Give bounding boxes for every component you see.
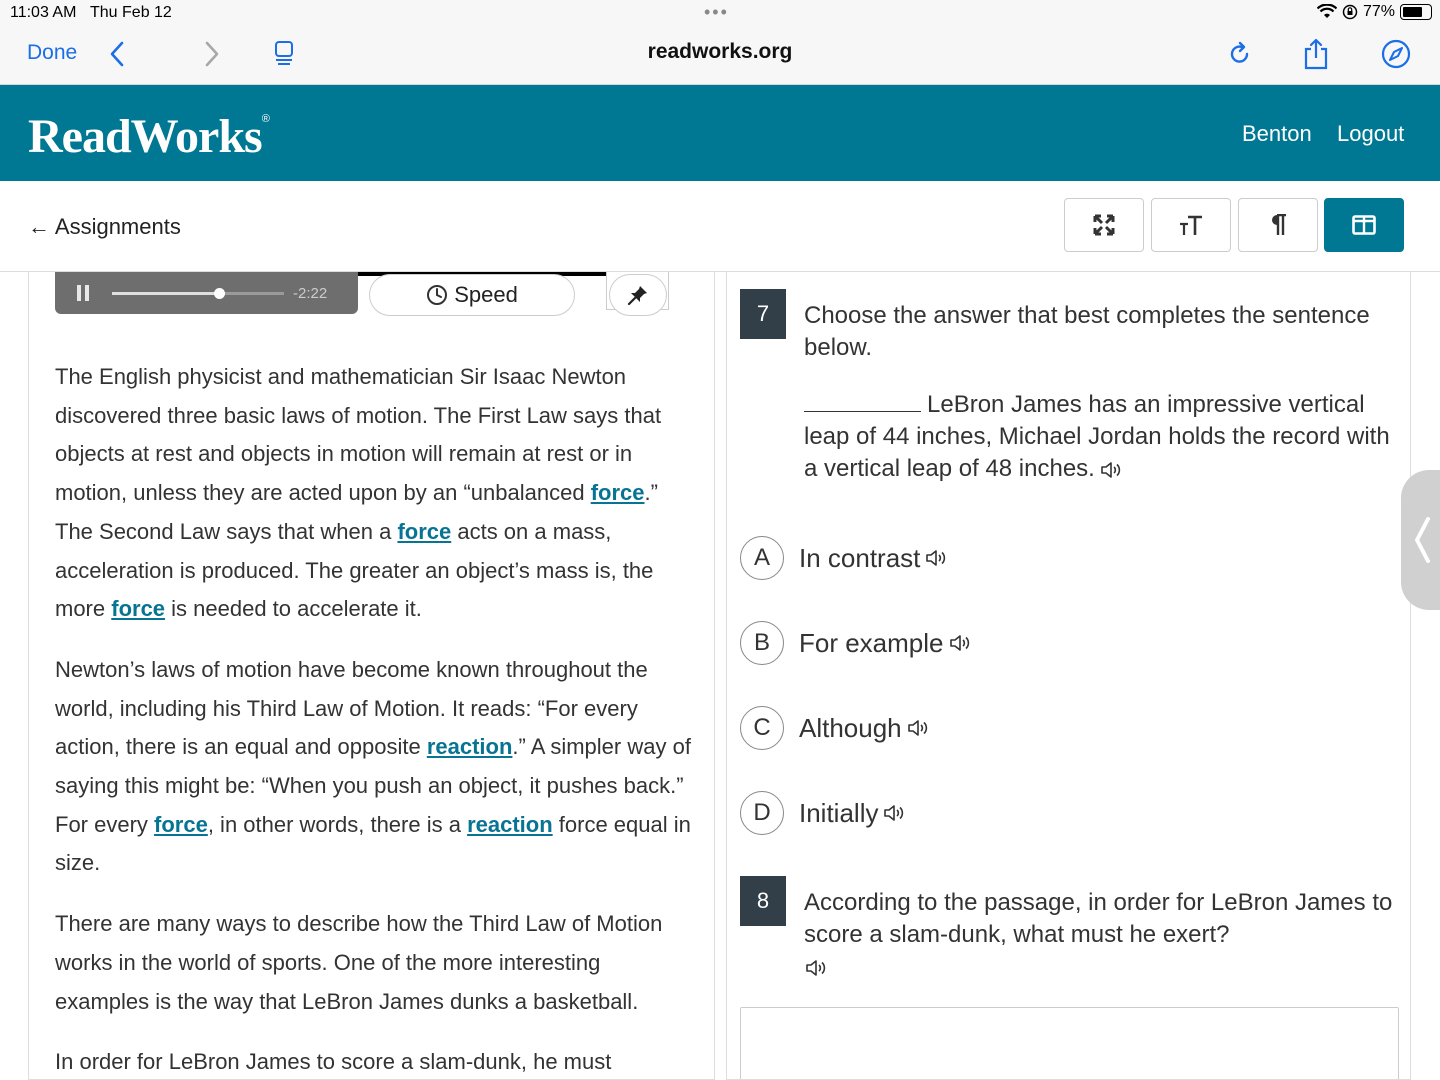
side-drawer-handle[interactable] [1401, 470, 1440, 610]
chevron-left-icon [1413, 516, 1431, 564]
split-view-icon [1352, 215, 1376, 235]
speaker-icon[interactable] [882, 803, 906, 823]
questions-panel [726, 272, 1411, 1080]
reload-icon[interactable] [1222, 36, 1258, 72]
passage-text-run: .” The Second Law says that when a [55, 480, 658, 544]
url-address[interactable]: readworks.org [647, 40, 793, 63]
back-chevron-icon[interactable] [99, 36, 135, 72]
answer-option-d[interactable] [740, 792, 906, 834]
passage-paragraph: There are many ways to describe how the Third Law of Motion works in the world of sports. One of the more interesting examples is the way that LeBron James dunks a basketball. [55, 911, 663, 1014]
option-letter: D [740, 791, 784, 835]
passage-paragraph [55, 651, 695, 883]
audio-progress-thumb[interactable] [214, 288, 225, 299]
option-label: Although [799, 712, 902, 743]
status-bar [0, 0, 1440, 26]
passage-text-run: .” A simpler way of saying this might be: “When you push an object, it pushes back.” For every [55, 734, 691, 837]
forward-chevron-icon[interactable] [194, 36, 230, 72]
answer-option-c[interactable] [740, 707, 930, 749]
vocab-link-reaction[interactable]: reaction [467, 811, 553, 837]
question-number: 8 [740, 876, 786, 926]
speaker-icon[interactable] [948, 633, 972, 653]
answer-blank [804, 392, 921, 412]
battery-percent: 77% [1362, 3, 1395, 20]
question-sentence [804, 389, 1400, 485]
logo-text: ReadWorks [28, 110, 262, 163]
passage-paragraph [55, 358, 695, 629]
battery-icon [1400, 4, 1432, 20]
audio-time-remaining: -2:22 [293, 285, 328, 302]
passage-text-run: , in other words, there is a [207, 811, 468, 837]
vocab-link-force[interactable]: force [154, 811, 208, 837]
passage-paragraph: In order for LeBron James to score a slam-dunk, he must [55, 1049, 612, 1075]
question-prompt-text: Choose the answer that best completes the sentence below. [804, 302, 1370, 361]
vocab-link-force[interactable]: force [111, 596, 166, 622]
paragraph-button[interactable] [1238, 198, 1318, 252]
browser-toolbar [0, 26, 1440, 85]
answer-option-b[interactable] [740, 622, 972, 664]
pause-icon[interactable] [77, 285, 91, 301]
pin-button[interactable] [609, 274, 667, 316]
audio-progress-slider[interactable] [112, 292, 284, 295]
paragraph-icon [1269, 214, 1287, 236]
assignment-toolbar [0, 181, 1440, 272]
audio-progress-fill [112, 292, 219, 295]
option-letter: A [740, 536, 784, 580]
compass-icon[interactable] [1378, 36, 1414, 72]
registered-mark: ® [261, 113, 269, 125]
orientation-lock-icon [1342, 4, 1358, 20]
status-time: 11:03 AM [10, 4, 77, 21]
wifi-icon [1317, 4, 1337, 20]
answer-option-a[interactable] [740, 537, 948, 579]
user-name-link[interactable]: Benton [1242, 121, 1312, 146]
vocab-link-force[interactable]: force [590, 480, 645, 506]
passage-text-run: Newton’s laws of motion have become known throughout the world, including his Third Law of Motion. It reads: “For every action, there is an equal and opposite [55, 656, 648, 760]
battery-fill [1403, 7, 1422, 17]
option-label: For example [799, 627, 944, 658]
text-size-icon [1179, 214, 1203, 236]
question-prompt [804, 887, 1400, 983]
fullscreen-button[interactable] [1064, 198, 1144, 252]
multitasking-dots-icon[interactable]: ••• [704, 2, 729, 22]
done-button[interactable]: Done [27, 41, 78, 64]
passage-text [55, 358, 695, 1080]
reader-view-icon[interactable] [266, 36, 302, 72]
pin-icon [627, 284, 649, 306]
option-letter: B [740, 621, 784, 665]
readworks-logo[interactable] [28, 109, 269, 164]
clock-icon [426, 284, 448, 306]
question-number: 7 [740, 289, 786, 339]
expand-icon [1093, 214, 1115, 236]
status-date: Thu Feb 12 [90, 4, 172, 21]
speaker-icon[interactable] [906, 718, 930, 738]
option-label: In contrast [799, 542, 921, 573]
text-size-button[interactable] [1151, 198, 1231, 252]
audio-player [55, 272, 358, 314]
speaker-icon[interactable] [924, 548, 948, 568]
passage-text-run: is needed to accelerate it. [165, 596, 422, 622]
back-to-assignments-link[interactable]: ← Assignments [28, 214, 181, 239]
option-label: Initially [799, 797, 879, 828]
speed-label: Speed [454, 282, 518, 307]
answer-textbox[interactable] [740, 1007, 1399, 1080]
logout-link[interactable]: Logout [1337, 121, 1405, 146]
speed-button[interactable] [369, 274, 575, 316]
speaker-icon[interactable] [1099, 460, 1123, 480]
passage-panel [28, 272, 715, 1080]
speaker-icon[interactable] [804, 958, 828, 978]
question-prompt-text: According to the passage, in order for LeBron James to score a slam-dunk, what must he exert? [804, 889, 1393, 948]
status-indicators [1317, 3, 1432, 21]
vocab-link-force[interactable]: force [397, 518, 452, 544]
split-view-button[interactable] [1324, 198, 1404, 252]
vocab-link-reaction[interactable]: reaction [426, 734, 513, 760]
option-letter: C [740, 706, 784, 750]
site-header [0, 85, 1440, 181]
passage-text-run: The English physicist and mathematician Sir Isaac Newton discovered three basic laws of motion. The First Law says that objects at rest and objects in motion will remain at rest or in motion, unless they are acted upon by an “unbalanced [55, 364, 662, 506]
passage-text-run: force equal in size. [55, 811, 691, 876]
share-icon[interactable] [1298, 36, 1334, 72]
question-prompt [804, 300, 1400, 364]
passage-text-run: acts on a mass, acceleration is produced. The greater an object’s mass is, the more [55, 518, 654, 622]
question-sentence-text: LeBron James has an impressive vertical leap of 44 inches, Michael Jordan holds the record with a vertical leap of 48 inches. [804, 391, 1390, 482]
